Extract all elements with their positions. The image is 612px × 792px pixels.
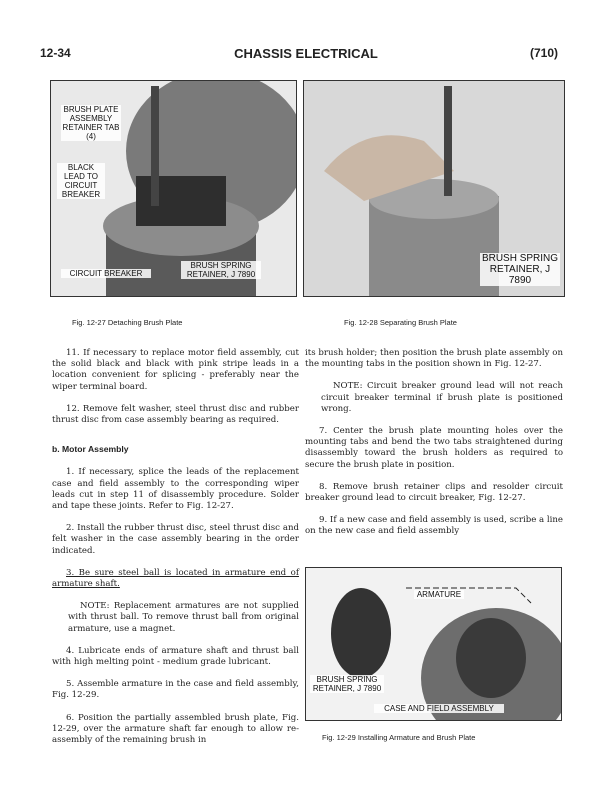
label-armature: ARMATURE (414, 590, 464, 599)
paragraph: 8. Remove brush retainer clips and resolder circuit breaker ground lead to circuit breaker, Fig. 12-27. (305, 481, 563, 504)
label-brush-plate: BRUSH PLATE ASSEMBLY RETAINER TAB (4) (62, 105, 120, 141)
label-brush-spring: BRUSH SPRING RETAINER, J 7890 (181, 261, 261, 279)
figure-caption: Fig. 12-28 Separating Brush Plate (344, 318, 457, 327)
section-heading: b. Motor Assembly (52, 444, 129, 455)
figure-caption: Fig. 12-29 Installing Armature and Brush Plate (322, 733, 476, 742)
paragraph: its brush holder; then position the brush plate assembly on the mounting tabs in the position shown in Fig. 12-27. (305, 348, 563, 370)
label-brush-spring: BRUSH SPRING RETAINER, J 7890 (481, 253, 559, 286)
note: NOTE: Replacement armatures are not supplied with thrust ball. To remove thrust ball from original armature, use a magnet. (68, 601, 299, 634)
right-column (305, 348, 563, 549)
note: NOTE: Circuit breaker ground lead will not reach circuit breaker terminal if brush plate is positioned wrong. (321, 381, 563, 414)
paragraph: 6. Position the partially assembled brush plate, Fig. 12-29, over the armature shaft far enough to allow re-assembly of the remaining brush in (52, 712, 299, 746)
paragraph: 2. Install the rubber thrust disc, steel thrust disc and felt washer in the case assembly bearing in the order indicated. (52, 523, 299, 556)
figure-12-27 (50, 80, 297, 297)
label-case-field: CASE AND FIELD ASSEMBLY (374, 704, 504, 713)
label-black-lead: BLACK LEAD TO CIRCUIT BREAKER (57, 163, 105, 199)
label-circuit-breaker: CIRCUIT BREAKER (61, 269, 151, 278)
paragraph: 3. Be sure steel ball is located in armature end of armature shaft. (52, 567, 299, 590)
paragraph: 12. Remove felt washer, steel thrust disc and rubber thrust disc from case assembly bearing as required. (52, 403, 299, 426)
paragraph: 9. If a new case and field assembly is used, scribe a line on the new case and field assembly (305, 515, 563, 537)
page-number: 12-34 (40, 46, 71, 60)
paragraph: 7. Center the brush plate mounting holes over the mounting tabs and bend the two tabs straightened during disassembly toward the brush holders as required to secure the brush plate in position. (305, 426, 563, 470)
figure-caption: Fig. 12-27 Detaching Brush Plate (72, 318, 183, 327)
page-code: (710) (530, 46, 559, 60)
figure-12-29 (305, 567, 562, 721)
left-column (52, 348, 299, 757)
section-title: CHASSIS ELECTRICAL (234, 46, 378, 61)
paragraph: 5. Assemble armature in the case and field assembly, Fig. 12-29. (52, 679, 299, 701)
label-brush-spring: BRUSH SPRING RETAINER, J 7890 (310, 675, 384, 693)
figure-12-28 (303, 80, 565, 297)
paragraph: 1. If necessary, splice the leads of the replacement case and field assembly to the corresponding wiper leads cut in step 11 of disassembly procedure. Solder and tape these joints. Refer to Fig. 12-27. (52, 467, 299, 512)
paragraph: 11. If necessary to replace motor field assembly, cut the solid black and black with pink stripe leads in a location convenient for splicing - preferably near the wiper terminal board. (52, 348, 299, 392)
paragraph: 4. Lubricate ends of armature shaft and thrust ball with high melting point - medium grade lubricant. (52, 645, 299, 668)
